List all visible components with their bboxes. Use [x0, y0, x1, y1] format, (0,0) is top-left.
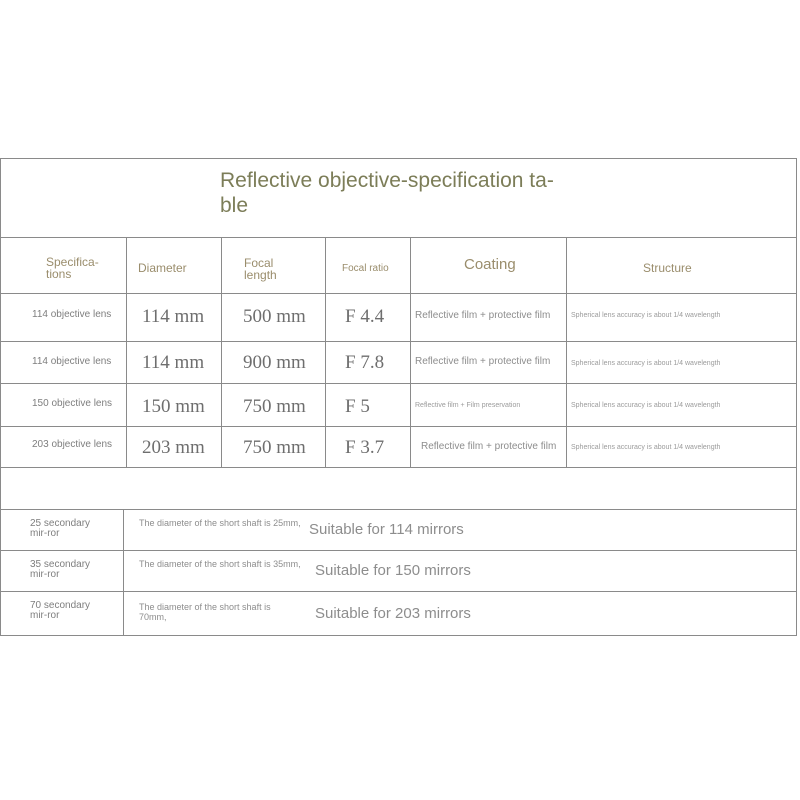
header-structure: Structure: [643, 261, 692, 275]
row-coating-cell: [411, 384, 567, 426]
row-structure-cell: [567, 294, 797, 341]
header-focal-ratio: Focal ratio: [342, 263, 389, 274]
row-structure-cell: [567, 342, 797, 383]
row-coating-cell: [411, 342, 567, 383]
row-focal-ratio-cell: [326, 342, 411, 383]
row-focal-ratio: F 7.8: [345, 352, 385, 373]
row-structure: Spherical lens accuracy is about 1/4 wavelength: [571, 360, 721, 367]
header-row: [0, 238, 797, 294]
row-structure-cell: [567, 427, 797, 467]
row-coating: Reflective film + protective film: [415, 310, 551, 321]
row-diameter: 114 mm: [142, 306, 205, 327]
row-name: 114 objective lens: [32, 356, 112, 367]
row-diameter-cell: [127, 294, 222, 341]
row-focal-length: 900 mm: [243, 352, 306, 373]
row-focal-length-cell: [222, 294, 326, 341]
secondary-name-cell: [0, 510, 124, 550]
header-focal-length: Focal length: [244, 256, 277, 282]
secondary-shaft: The diameter of the short shaft is 70mm,: [139, 602, 271, 622]
header-focal-ratio-cell: [326, 238, 411, 293]
row-diameter: 150 mm: [142, 396, 205, 417]
header-coating-cell: [411, 238, 567, 293]
row-focal-ratio: F 4.4: [345, 306, 385, 327]
header-diameter-cell: [127, 238, 222, 293]
secondary-suitable: Suitable for 150 mirrors: [315, 562, 471, 579]
row-name-cell: [0, 342, 127, 383]
row-focal-ratio: F 3.7: [345, 437, 385, 458]
row-diameter: 203 mm: [142, 437, 205, 458]
secondary-row: [0, 551, 797, 592]
secondary-shaft: The diameter of the short shaft is 35mm,: [139, 559, 301, 569]
row-focal-ratio-cell: [326, 384, 411, 426]
secondary-suitable: Suitable for 114 mirrors: [309, 521, 464, 538]
row-structure: Spherical lens accuracy is about 1/4 wavelength: [571, 312, 721, 319]
row-focal-length-cell: [222, 384, 326, 426]
row-coating-cell: [411, 294, 567, 341]
secondary-suitable: Suitable for 203 mirrors: [315, 605, 471, 622]
row-diameter-cell: [127, 427, 222, 467]
title-row: [0, 158, 797, 238]
row-focal-length-cell: [222, 342, 326, 383]
row-name-cell: [0, 427, 127, 467]
secondary-name: 70 secondary mir-ror: [30, 600, 91, 621]
secondary-row: [0, 510, 797, 551]
secondary-row: [0, 592, 797, 636]
secondary-name-cell: [0, 551, 124, 591]
header-spec: Specifica-tions: [46, 255, 99, 281]
table-row: [0, 384, 797, 427]
row-coating: Reflective film + protective film: [415, 356, 551, 367]
secondary-detail-cell: [124, 551, 797, 591]
row-name: 150 objective lens: [32, 398, 113, 409]
row-coating: Reflective film + protective film: [421, 441, 557, 452]
table-row: [0, 294, 797, 342]
header-coating: Coating: [464, 256, 516, 273]
row-structure: Spherical lens accuracy is about 1/4 wavelength: [571, 402, 721, 409]
header-spec-cell: [0, 238, 127, 293]
row-diameter: 114 mm: [142, 352, 205, 373]
table-row: [0, 427, 797, 468]
header-diameter: Diameter: [138, 261, 187, 275]
table-row: [0, 342, 797, 384]
row-diameter-cell: [127, 342, 222, 383]
secondary-detail-cell: [124, 510, 797, 550]
table-title: Reflective objective-specification ta-ble: [220, 169, 554, 217]
row-name: 203 objective lens: [32, 439, 113, 450]
row-focal-ratio: F 5: [345, 396, 370, 417]
row-diameter-cell: [127, 384, 222, 426]
row-structure: Spherical lens accuracy is about 1/4 wavelength: [571, 444, 721, 451]
secondary-name: 35 secondary mir-ror: [30, 559, 91, 580]
row-name: 114 objective lens: [32, 309, 112, 320]
row-focal-ratio-cell: [326, 427, 411, 467]
row-coating-cell: [411, 427, 567, 467]
row-name-cell: [0, 294, 127, 341]
row-focal-length-cell: [222, 427, 326, 467]
row-coating: Reflective film + Film preservation: [415, 402, 521, 409]
secondary-detail-cell: [124, 592, 797, 636]
header-focal-length-cell: [222, 238, 326, 293]
spacer-row: [0, 468, 797, 510]
secondary-shaft: The diameter of the short shaft is 25mm,: [139, 518, 301, 528]
row-name-cell: [0, 384, 127, 426]
row-structure-cell: [567, 384, 797, 426]
header-structure-cell: [567, 238, 797, 293]
secondary-name-cell: [0, 592, 124, 636]
secondary-name: 25 secondary mir-ror: [30, 518, 91, 539]
row-focal-length: 750 mm: [243, 396, 306, 417]
row-focal-ratio-cell: [326, 294, 411, 341]
row-focal-length: 750 mm: [243, 437, 306, 458]
row-focal-length: 500 mm: [243, 306, 306, 327]
